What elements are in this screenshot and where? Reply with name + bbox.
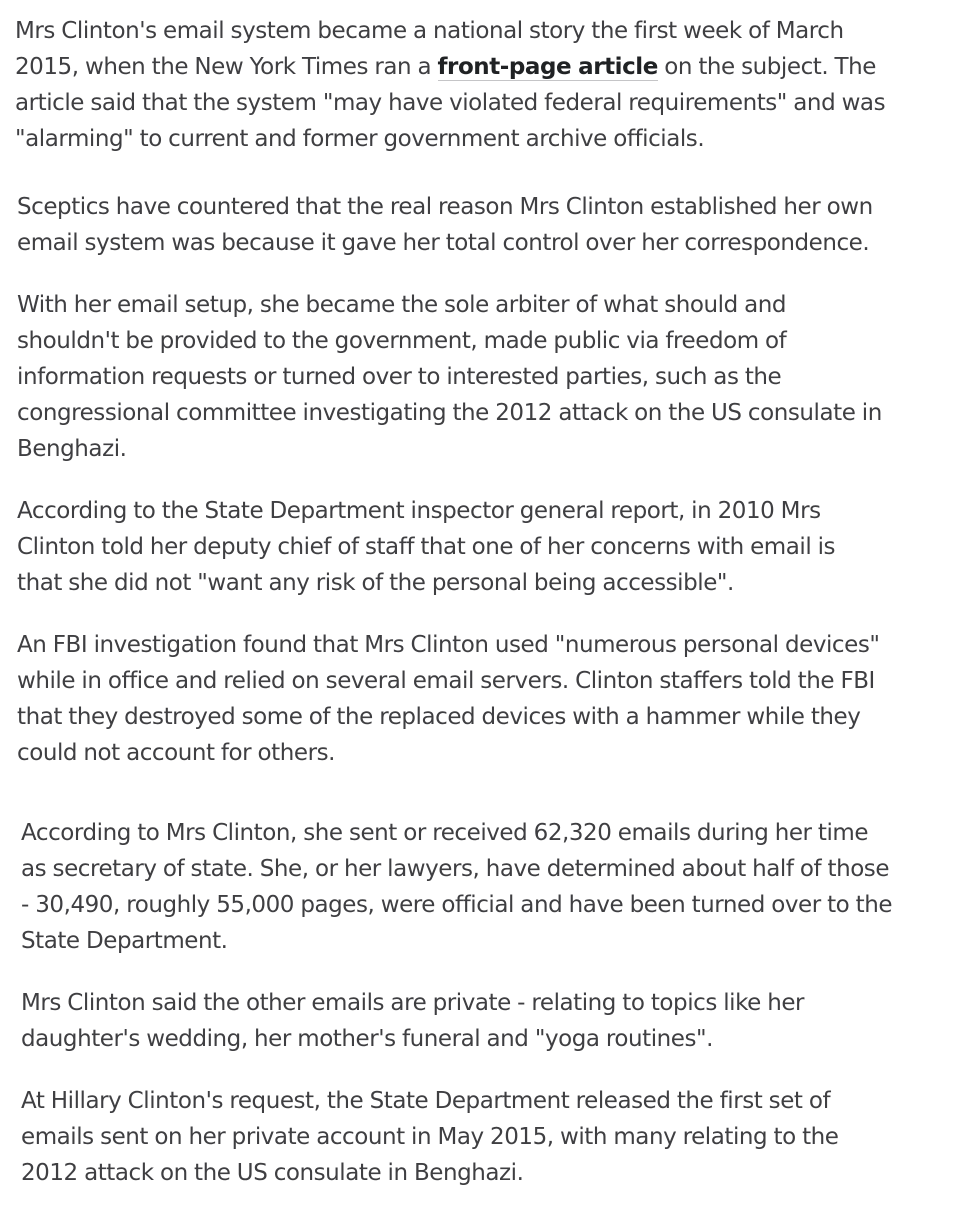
paragraph-inspector-general: According to the State Department inspector general report, in 2010 Mrs Clinton told her deputy chief of staff that one of her concerns with email is that she did not "want any risk of the personal being accessible". [17,498,836,596]
paragraph-private-emails: Mrs Clinton said the other emails are private - relating to topics like her daughter's wedding, her mother's funeral and "yoga routines". [21,990,805,1052]
paragraph-state-dept-release: At Hillary Clinton's request, the State Department released the first set of emails sent on her private account in May 2015, with many relating to the 2012 attack on the US consulate in Benghazi. [21,1088,839,1186]
paragraph-sceptics: Sceptics have countered that the real reason Mrs Clinton established her own email system was because it gave her total control over her correspondence. [17,194,873,256]
paragraph-text-before-link: Mrs Clinton's email system became a national story the first week of March 2015, when the New York Times ran a [15,18,844,80]
paragraph-nyt-story [15,13,975,157]
paragraph-sole-arbiter: With her email setup, she became the sole arbiter of what should and shouldn't be provided to the government, made public via freedom of information requests or turned over to interested parties, such as the congressional committee investigating the 2012 attack on the US consulate in Benghazi. [17,292,882,462]
paragraph-email-count: According to Mrs Clinton, she sent or received 62,320 emails during her time as secretary of state. She, or her lawyers, have determined about half of those - 30,490, roughly 55,000 pages, were official and have been turned over to the State Department. [21,820,893,954]
paragraph-text-after-link: on the subject. The article said that the system "may have violated federal requirements" and was "alarming" to current and former government archive officials. [15,54,886,152]
front-page-article-link[interactable]: front-page article [437,54,658,80]
paragraph-fbi-investigation: An FBI investigation found that Mrs Clinton used "numerous personal devices" while in office and relied on several email servers. Clinton staffers told the FBI that they destroyed some of the replaced devices with a hammer while they could not account for others. [17,632,880,766]
